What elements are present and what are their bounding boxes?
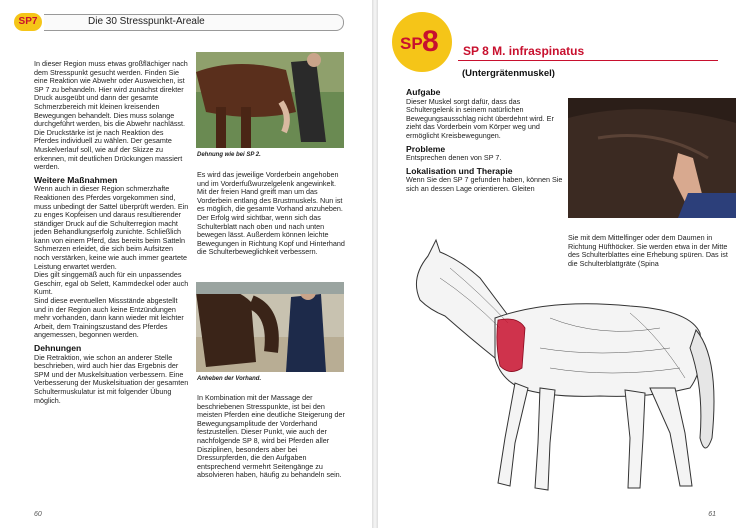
photo-stretch bbox=[196, 52, 344, 148]
weitere-heading: Weitere Maßnahmen bbox=[34, 174, 118, 185]
left-column-1 bbox=[34, 60, 189, 405]
dehnungen-heading: Dehnungen bbox=[34, 343, 82, 353]
right-column-text bbox=[406, 88, 564, 194]
photo-stretch-image bbox=[196, 52, 344, 148]
sp-badge-number: 8 bbox=[422, 25, 439, 58]
right-page bbox=[378, 0, 750, 528]
lokalisation-paragraph-2: Sie mit dem Mittelfinger oder dem Daumen in Richtung Hüfthöcker. Sie werden etwa in der Mitte des Schulterblattes eine Erhebung spüren. Das ist die Schulterblattgräte (Spina bbox=[568, 233, 728, 268]
photo-shoulder-image bbox=[568, 98, 736, 218]
page-number-left: 60 bbox=[34, 511, 42, 518]
page-number-right: 61 bbox=[708, 511, 716, 518]
left-column-2-middle bbox=[197, 171, 347, 257]
photo-shoulder bbox=[568, 98, 736, 218]
intro-paragraph: In dieser Region muss etwas großflächiger nach dem Stresspunkt gesucht werden. Finden Sie eine Reaktion wie Abwehr oder Ausweichen, ist SP 7 zu behandeln. Hier wird zunächst direkter Druck ausgeübt und dann der gesamte Schmerzbereich mit kleinen kreisenden Bewegungen behandelt. Dies muss solange durchgeführt werden, bis die Abwehr nachlässt. Die Druckstärke ist je nach Reaktion des Pferdes individuell zu wählen. Der gesamte Muskelverlauf soll, wie auf der Skizze zu erkennen, mit deutlichen Drückungen massiert werden. bbox=[34, 59, 188, 172]
aufgabe-paragraph: Dieser Muskel sorgt dafür, dass das Schultergelenk in seinem natürlichen Bewegungsausschlag nicht überdehnt wird. Er zieht das Vorderbein vom Körper weg und ermöglicht Kreisbewegungen. bbox=[406, 96, 554, 140]
left-column-2-bottom bbox=[197, 394, 347, 480]
sp-badge: SP7 bbox=[14, 13, 42, 31]
muscle-subtitle: (Untergrätenmuskel) bbox=[462, 68, 555, 79]
probleme-paragraph: Entsprechen denen von SP 7. bbox=[406, 153, 502, 163]
sp-badge-prefix: SP bbox=[400, 34, 423, 53]
left-page bbox=[0, 0, 372, 528]
combination-paragraph: In Kombination mit der Massage der beschriebenen Stresspunkte, ist bei den meisten Pferden eine deutliche Steigerung der Bewegungsamplitude der Vorderhand festzustellen. Dieser Punkt, wie auch der nachfolgende SP 8, wird bei Pferden aller Disziplinen, besonders aber bei Dressurpferden, die den Aufgaben entsprechend vermehrt Seitengänge zu absolvieren haben, häufig zu behandeln sein. bbox=[197, 393, 345, 480]
sp-badge-large bbox=[392, 12, 452, 72]
title-rule bbox=[458, 60, 718, 61]
photo-lift-image bbox=[196, 282, 344, 372]
caption-lift: Anheben der Vorhand. bbox=[197, 376, 262, 382]
horse-anatomy-illustration bbox=[400, 238, 730, 500]
photo-lift bbox=[196, 282, 344, 372]
weitere-paragraph: Wenn auch in dieser Region schmerzhafte Reaktionen des Pferdes vorgekommen sind, muss unbedingt der Sattel überprüft werden. Ein zu enges Kopfeisen und daraus resultierender ständiger Druck auf die Schulterregion macht jeden Behandlungserfolg zunichte. Schließlich kann von einem Pferd, das bereits beim Satteln Schmerzen erleidet, die sich beim Aufsitzen noch verstärken, keine wie auch immer geartete Leistung erwartet werden. bbox=[34, 184, 189, 271]
horse-sketch bbox=[400, 238, 730, 500]
infraspinatus-highlight bbox=[497, 319, 525, 372]
caption-stretch: Dehnung wie bei SP 2. bbox=[197, 152, 261, 158]
muscle-title: SP 8 M. infraspinatus bbox=[463, 44, 585, 58]
header-title: Die 30 Stresspunkt-Areale bbox=[88, 16, 205, 27]
lokalisation-paragraph: Wenn Sie den SP 7 gefunden haben, können Sie sich an dessen Lage orientieren. Gleiten bbox=[406, 175, 563, 193]
weitere-paragraph-3: Sind diese eventuellen Missstände abgestellt und in der Region auch keine Entzündungen mehr vorhanden, dann kann wieder mit leichter Arbeit, dem Trainingszustand des Pferdes angemessen, begonnen werden. bbox=[34, 296, 184, 340]
probleme-heading: Probleme bbox=[406, 143, 446, 154]
vorderbein-paragraph: Es wird das jeweilige Vorderbein angehoben und im Vorderfußwurzelgelenk angewinkelt. Mit der freien Hand greift man um das Vorderbein entlang des Brustmuskels. Nun ist es möglich, die gesamte Vorhand anzuheben. Der Erfolg wird sichtbar, wenn sich das Schulterblatt nach oben und nach unten bewegen lässt. Außerdem können leichte Bewegungen in Richtung Kopf und Hinterhand die Schulterbeweglichkeit verbessern. bbox=[197, 170, 345, 257]
lokalisation-heading: Lokalisation und Therapie bbox=[406, 165, 513, 176]
dehnungen-paragraph: Die Retraktion, wie schon an anderer Stelle beschrieben, wird auch hier das Ergebnis der SPM und der Muskelsituation verbessern. Eine Verbesserung der Muskelsituation der gesamten Schultermuskulatur ist mit folgender Übung möglich. bbox=[34, 352, 189, 405]
weitere-paragraph-2: Dies gilt singgemäß auch für ein unpassendes Geschirr, egal ob Selett, Kammdeckel oder auch Kumt. bbox=[34, 270, 189, 297]
aufgabe-heading: Aufgabe bbox=[406, 87, 441, 97]
